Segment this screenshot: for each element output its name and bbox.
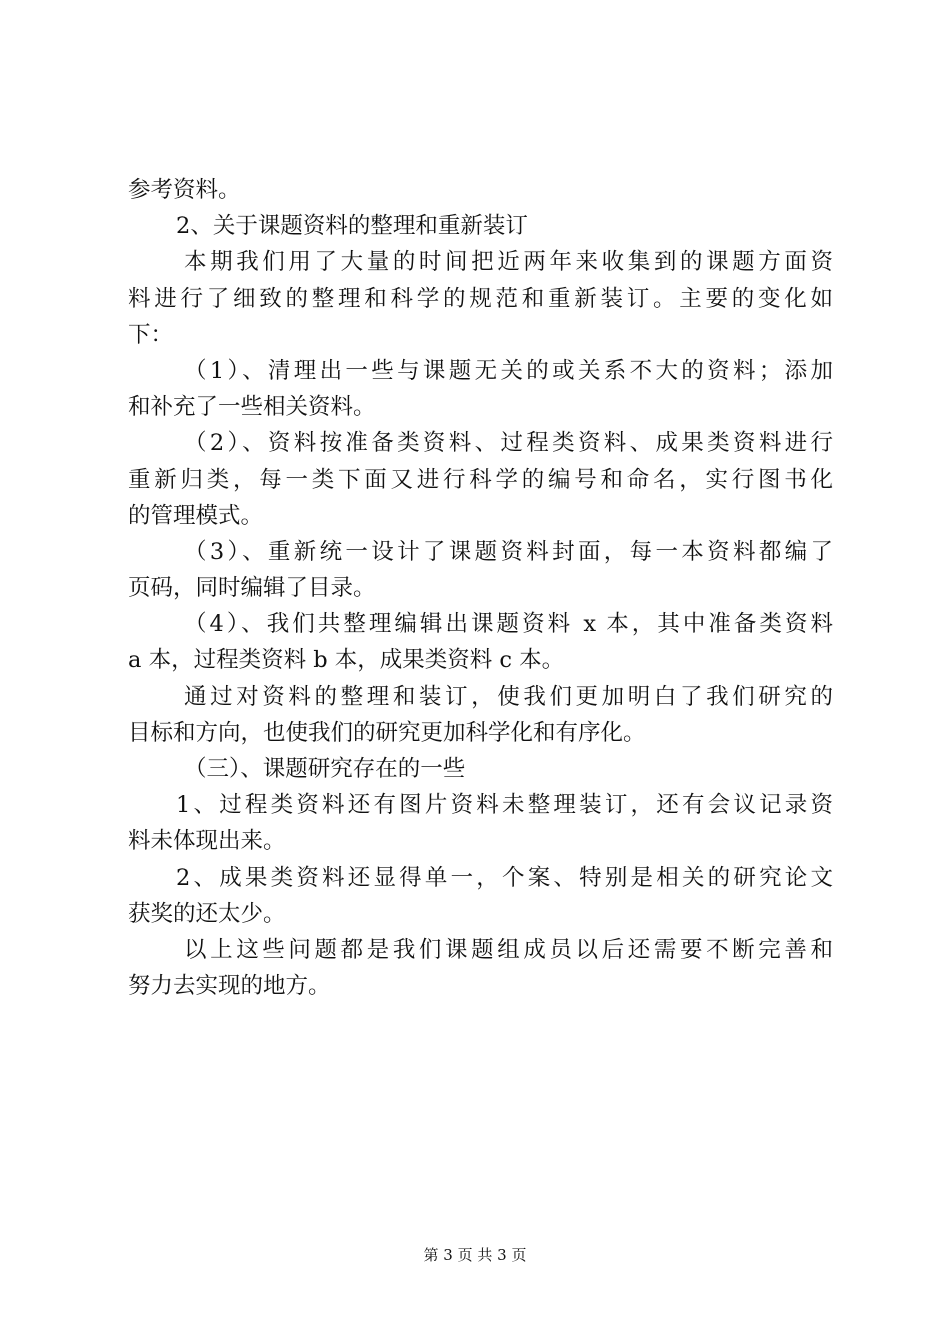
text-line: 和补充了一些相关资料。 <box>128 394 376 421</box>
text-line: 下： <box>128 321 174 348</box>
text-line: 页码，同时编辑了目录。 <box>128 575 376 602</box>
text-line: 努力去实现的地方。 <box>128 973 331 1000</box>
text-line: 通过对资料的整理和装订，使我们更加明白了我们研究的 <box>184 683 833 710</box>
text-line: 重新归类，每一类下面又进行科学的编号和命名，实行图书化 <box>128 466 833 493</box>
text-line: 参考资料。 <box>128 177 241 203</box>
text-line: 目标和方向，也使我们的研究更加科学化和有序化。 <box>128 719 646 746</box>
text-line: 以上这些问题都是我们课题组成员以后还需要不断完善和 <box>184 936 833 963</box>
document-body <box>128 172 833 1004</box>
text-line: （三）、课题研究存在的一些 <box>184 756 466 782</box>
text-line: （2）、资料按准备类资料、过程类资料、成果类资料进行 <box>184 430 833 457</box>
page-footer: 第 3 页 共 3 页 <box>423 1246 527 1264</box>
text-line: 本期我们用了大量的时间把近两年来收集到的课题方面资 <box>184 249 833 276</box>
text-line: （3）、重新统一设计了课题资料封面，每一本资料都编了 <box>184 538 833 565</box>
text-line: 料未体现出来。 <box>128 828 286 855</box>
text-line: a 本，过程类资料 b 本，成果类资料 c 本。 <box>128 647 565 674</box>
text-line: 2、关于课题资料的整理和重新装订 <box>176 213 528 240</box>
text-line: 2、成果类资料还显得单一，个案、特别是相关的研究论文 <box>176 864 833 891</box>
text-line: 料进行了细致的整理和科学的规范和重新装订。主要的变化如 <box>128 285 833 312</box>
text-line: （1）、清理出一些与课题无关的或关系不大的资料；添加 <box>184 357 833 384</box>
text-line: （4）、我们共整理编辑出课题资料 x 本，其中准备类资料 <box>184 611 833 638</box>
text-line: 获奖的还太少。 <box>128 900 286 927</box>
text-line: 的管理模式。 <box>128 502 264 529</box>
text-line: 1、过程类资料还有图片资料未整理装订，还有会议记录资 <box>176 792 833 819</box>
